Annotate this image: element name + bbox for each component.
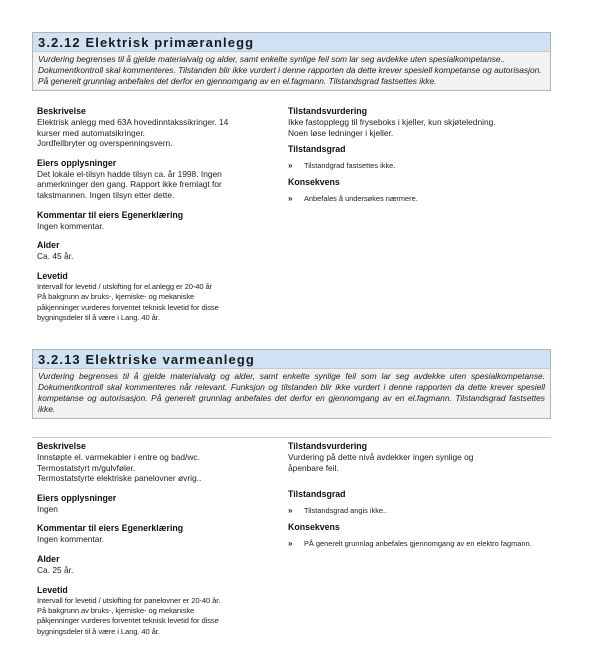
left-column [37, 441, 282, 646]
eiers-opplysninger-label: Eiers opplysninger [37, 492, 117, 503]
bullet-icon: » [288, 194, 293, 204]
tilstandsvurdering-line: Ikke fastopplegg til fryseboks i kjeller, kun skjøteledning. [288, 117, 496, 127]
right-column [288, 106, 550, 210]
section-intro: Vurdering begrenses til å gjelde materialvalg og alder, samt enkelte synlige feil som lar seg avdekke uten spesialkompetanse.. Dokumentkontroll skal kommenteres. Tilstanden blir ikke vurdert i denne rapporten da dette krever spesiell kompetanse og autorisasjon. På generelt grunnlag anbefales det derfor en gjennomgang av en el.fagmann. Tilstandsgrad fastsettes ikke. [32, 51, 551, 91]
eiers-opplysninger-label: Eiers opplysninger [37, 157, 117, 168]
levetid-line: påkjenninger vurderes forventet teknisk levetid for disse [37, 616, 219, 626]
tilstandsgrad-block [288, 144, 550, 171]
section-intro: Vurdering begrenses til å gjelde materialvalg og alder, samt enkelte synlige feil som lar seg avdekke uten spesialkompetanse. Dokumentkontroll skal kommenteres når relevant. Funksjon og tilstanden blir ikke vurdert i denne rapporten da dette krever spesiell kompetanse og autorisasjon. På generelt grunnlag anbefales det derfor en gjennomgang av en el.fagmann. Tilstandsgrad fastsettes ikke. [32, 368, 551, 419]
eiers-opplysninger-line: takstmannen. Ingen tilsyn etter dette. [37, 189, 175, 200]
levetid-line: På bakgrunn av bruks-, kjemiske- og mekaniske [37, 292, 195, 302]
divider [32, 437, 551, 438]
eiers-opplysninger-block [37, 158, 277, 201]
kommentar-block [37, 210, 277, 232]
alder-text: Ca. 25 år. [37, 564, 74, 575]
beskrivelse-line: kurser med automatsikringer. [37, 127, 145, 138]
section-title: 3.2.12 Elektrisk primæranlegg [32, 32, 551, 51]
tilstandsvurdering-block [288, 106, 550, 138]
levetid-line: Intervall for levetid / utskifting for el.anlegg er 20-40 år [37, 281, 213, 291]
tilstandsvurdering-label: Tilstandsvurdering [288, 441, 368, 451]
beskrivelse-line: Elektrisk anlegg med 63A hovedinntakssikringer. 14 [37, 117, 229, 127]
bullet-icon: » [288, 539, 293, 549]
right-column [288, 441, 550, 555]
konsekvens-label: Konsekvens [288, 522, 340, 533]
levetid-label: Levetid [37, 584, 68, 595]
alder-label: Alder [37, 240, 60, 251]
left-column [37, 106, 277, 332]
tilstandsgrad-label: Tilstandsgrad [288, 144, 346, 155]
tilstandsgrad-text: Tilstandgrad fastsettes ikke. [304, 161, 396, 171]
konsekvens-item [288, 539, 550, 549]
konsekvens-item [288, 194, 550, 204]
beskrivelse-block [37, 106, 277, 149]
levetid-line: bygningsdeler til å være i Lang. 40 år. [37, 312, 160, 322]
eiers-opplysninger-line: Ingen [37, 503, 58, 514]
eiers-opplysninger-line: anmerkninger den gang. Rapport ikke fremlagt for [37, 179, 222, 190]
tilstandsvurdering-line: Vurdering på dette nivå avdekker ingen synlige og [288, 452, 474, 462]
levetid-line: påkjenninger vurderes forventet teknisk levetid for disse [37, 302, 219, 312]
kommentar-text: Ingen kommentar. [37, 220, 105, 231]
konsekvens-text: Anbefales å undersøkes nærmere. [304, 194, 418, 204]
beskrivelse-line: Termostatstyrte elektriske panelovner øvrig.. [37, 473, 202, 484]
kommentar-block [37, 523, 282, 545]
tilstandsvurdering-label: Tilstandsvurdering [288, 106, 368, 116]
beskrivelse-line: Innstøpte el. varmekabler i entre og bad/wc. [37, 452, 200, 462]
eiers-opplysninger-line: Det lokale el-tilsyn hadde tilsyn ca. år 1998. Ingen [37, 168, 222, 179]
levetid-block [37, 271, 277, 324]
konsekvens-block [288, 522, 550, 549]
tilstandsvurdering-block [288, 441, 550, 473]
levetid-label: Levetid [37, 270, 68, 281]
levetid-line: På bakgrunn av bruks-, kjemiske- og mekaniske [37, 605, 195, 615]
section-elektriske-varmeanlegg [32, 349, 551, 419]
konsekvens-text: PÅ generelt grunnlag anbefales gjennomgang av en elektro fagmann. [304, 539, 532, 549]
bullet-icon: » [288, 506, 293, 516]
konsekvens-label: Konsekvens [288, 177, 340, 188]
beskrivelse-line: Termostatstyrt m/gulvføler. [37, 462, 136, 473]
alder-block [37, 554, 282, 576]
section-title: 3.2.13 Elektriske varmeanlegg [32, 349, 551, 368]
tilstandsvurdering-line: Noen løse ledninger i kjeller. [288, 127, 394, 138]
beskrivelse-block [37, 441, 282, 484]
beskrivelse-line: Jordfeilbryter og overspenningsvern. [37, 138, 173, 149]
bullet-icon: » [288, 161, 293, 171]
tilstandsgrad-item [288, 506, 550, 516]
kommentar-label: Kommentar til eiers Egenerklæring [37, 523, 184, 534]
levetid-line: Intervall for levetid / utskifting for panelovner er 20-40 år. [37, 595, 221, 605]
alder-label: Alder [37, 553, 60, 564]
kommentar-text: Ingen kommentar. [37, 534, 105, 545]
section-elektrisk-primaeranlegg [32, 32, 551, 91]
levetid-line: bygningsdeler til å være i Lang. 40 år. [37, 626, 160, 636]
levetid-block [37, 585, 282, 638]
tilstandsgrad-label: Tilstandsgrad [288, 489, 346, 500]
eiers-opplysninger-block [37, 493, 282, 515]
tilstandsgrad-text: Tilstandsgrad angis ikke.. [304, 506, 388, 516]
beskrivelse-label: Beskrivelse [37, 106, 86, 116]
alder-block [37, 240, 277, 262]
tilstandsgrad-item [288, 161, 550, 171]
alder-text: Ca. 45 år. [37, 251, 74, 262]
konsekvens-block [288, 177, 550, 204]
kommentar-label: Kommentar til eiers Egenerklæring [37, 209, 184, 220]
tilstandsgrad-block [288, 489, 550, 516]
beskrivelse-label: Beskrivelse [37, 441, 86, 451]
tilstandsvurdering-line: åpenbare feil. [288, 462, 339, 473]
